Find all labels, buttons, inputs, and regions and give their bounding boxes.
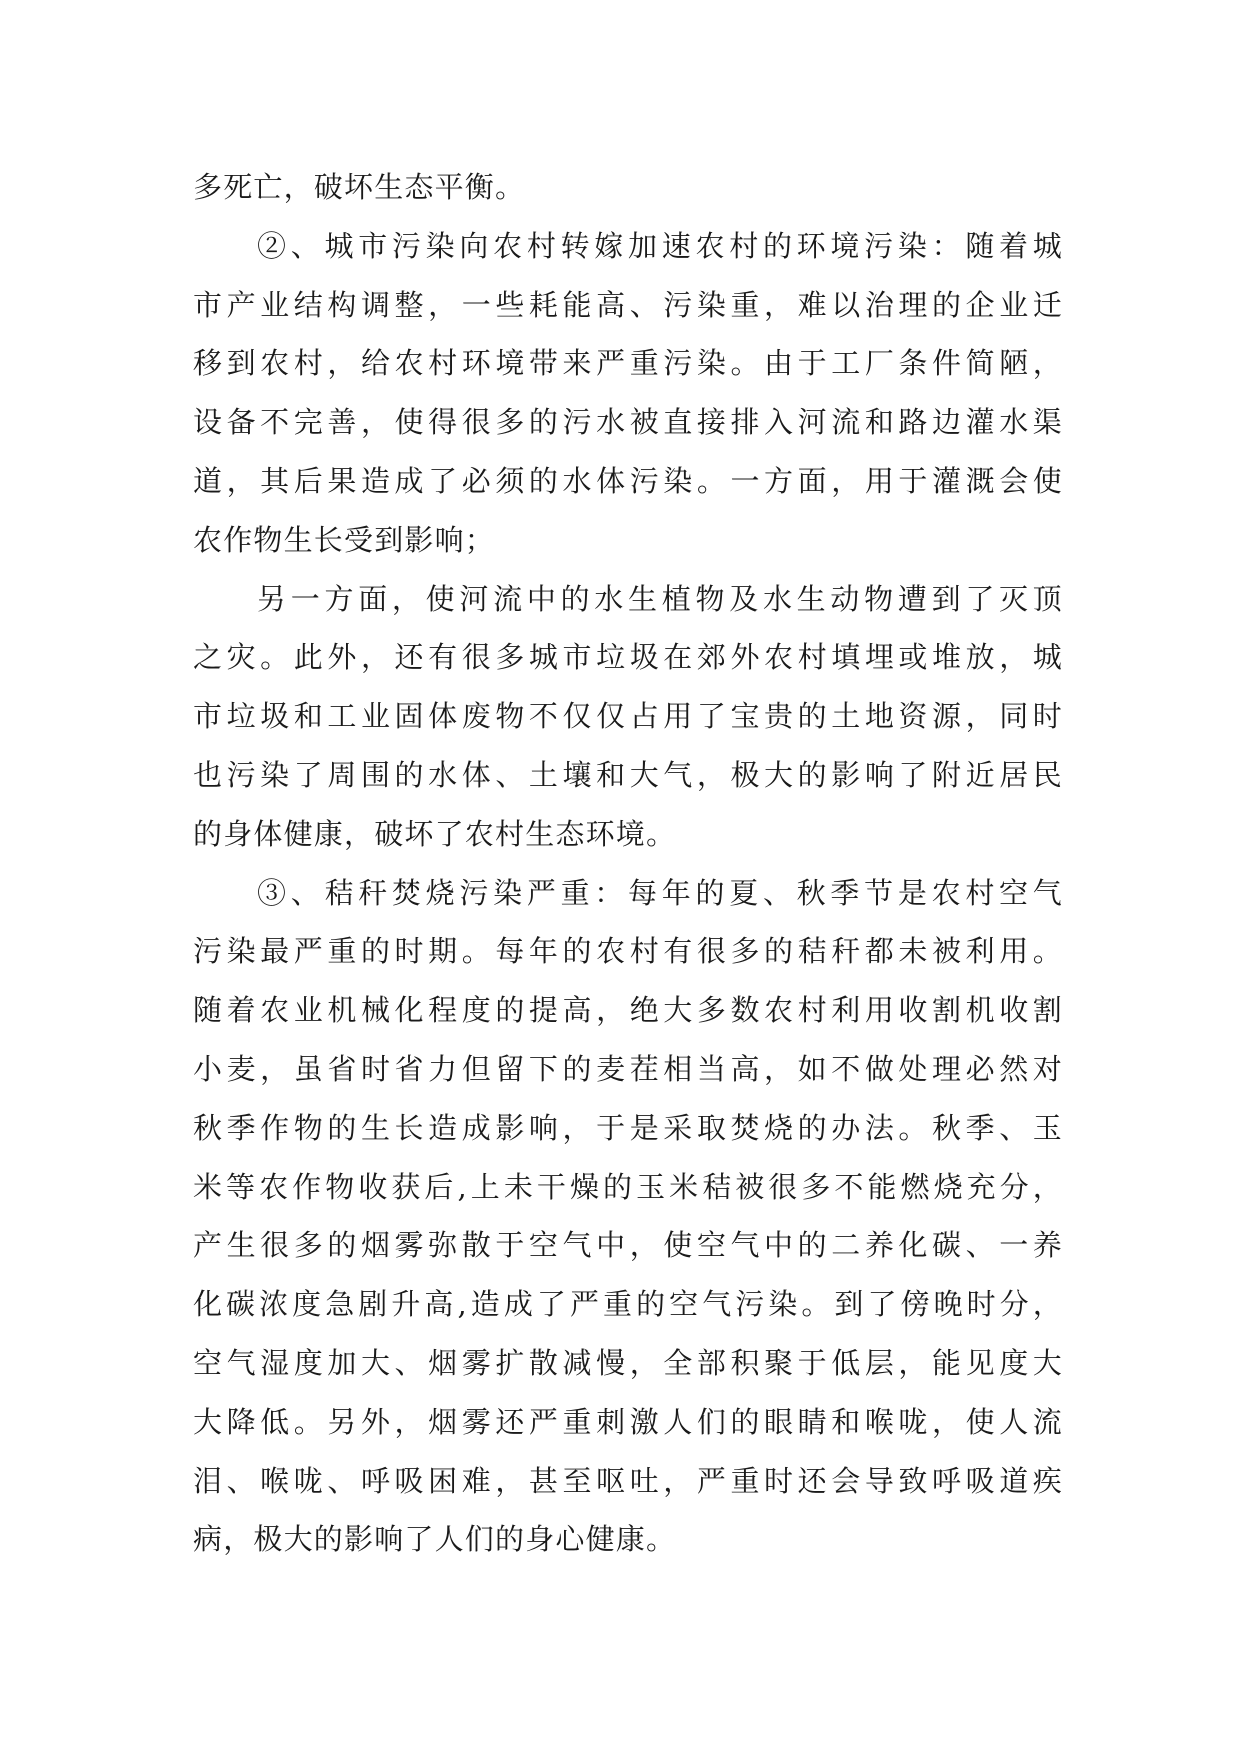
text-line: 大降低。另外，烟雾还严重刺激人们的眼睛和喉咙，使人流 — [193, 1404, 1063, 1439]
text-line: 污染最严重的时期。每年的农村有很多的秸秆都未被利用。 — [193, 934, 1063, 969]
text-line: 多死亡，破坏生态平衡。 — [193, 170, 526, 204]
text-line: ③、秸秆焚烧污染严重：每年的夏、秋季节是农村空气 — [257, 875, 1063, 910]
text-line: 市垃圾和工业固体废物不仅仅占用了宝贵的土地资源，同时 — [193, 699, 1063, 734]
text-line: 之灾。此外，还有很多城市垃圾在郊外农村填埋或堆放，城 — [193, 640, 1063, 675]
text-line: 道，其后果造成了必须的水体污染。一方面，用于灌溉会使 — [193, 463, 1063, 498]
text-line: 秋季作物的生长造成影响，于是采取焚烧的办法。秋季、玉 — [193, 1110, 1063, 1145]
text-line: 农作物生长受到影响； — [193, 522, 496, 557]
document-body — [193, 158, 1063, 1569]
text-line: 设备不完善，使得很多的污水被直接排入河流和路边灌水渠 — [193, 405, 1063, 440]
text-line: 化碳浓度急剧升高,造成了严重的空气污染。到了傍晚时分， — [193, 1287, 1063, 1322]
text-line: 病，极大的影响了人们的身心健康。 — [193, 1522, 677, 1557]
text-line: ②、城市污染向农村转嫁加速农村的环境污染：随着城 — [257, 228, 1063, 263]
text-line: 空气湿度加大、烟雾扩散减慢，全部积聚于低层，能见度大 — [193, 1345, 1063, 1380]
text-line: 随着农业机械化程度的提高，绝大多数农村利用收割机收割 — [193, 993, 1063, 1028]
text-line: 米等农作物收获后,上未干燥的玉米秸被很多不能燃烧充分， — [193, 1169, 1063, 1204]
text-line: 的身体健康，破坏了农村生态环境。 — [193, 816, 677, 851]
text-line: 也污染了周围的水体、土壤和大气，极大的影响了附近居民 — [193, 757, 1063, 792]
text-line: 另一方面，使河流中的水生植物及水生动物遭到了灭顶 — [257, 581, 1063, 616]
text-line: 小麦，虽省时省力但留下的麦茬相当高，如不做处理必然对 — [193, 1051, 1063, 1086]
text-line: 移到农村，给农村环境带来严重污染。由于工厂条件简陋， — [193, 346, 1063, 381]
text-line: 产生很多的烟雾弥散于空气中，使空气中的二养化碳、一养 — [193, 1228, 1063, 1263]
text-line: 市产业结构调整，一些耗能高、污染重，难以治理的企业迁 — [193, 287, 1063, 322]
text-line: 泪、喉咙、呼吸困难，甚至呕吐，严重时还会导致呼吸道疾 — [193, 1463, 1063, 1498]
